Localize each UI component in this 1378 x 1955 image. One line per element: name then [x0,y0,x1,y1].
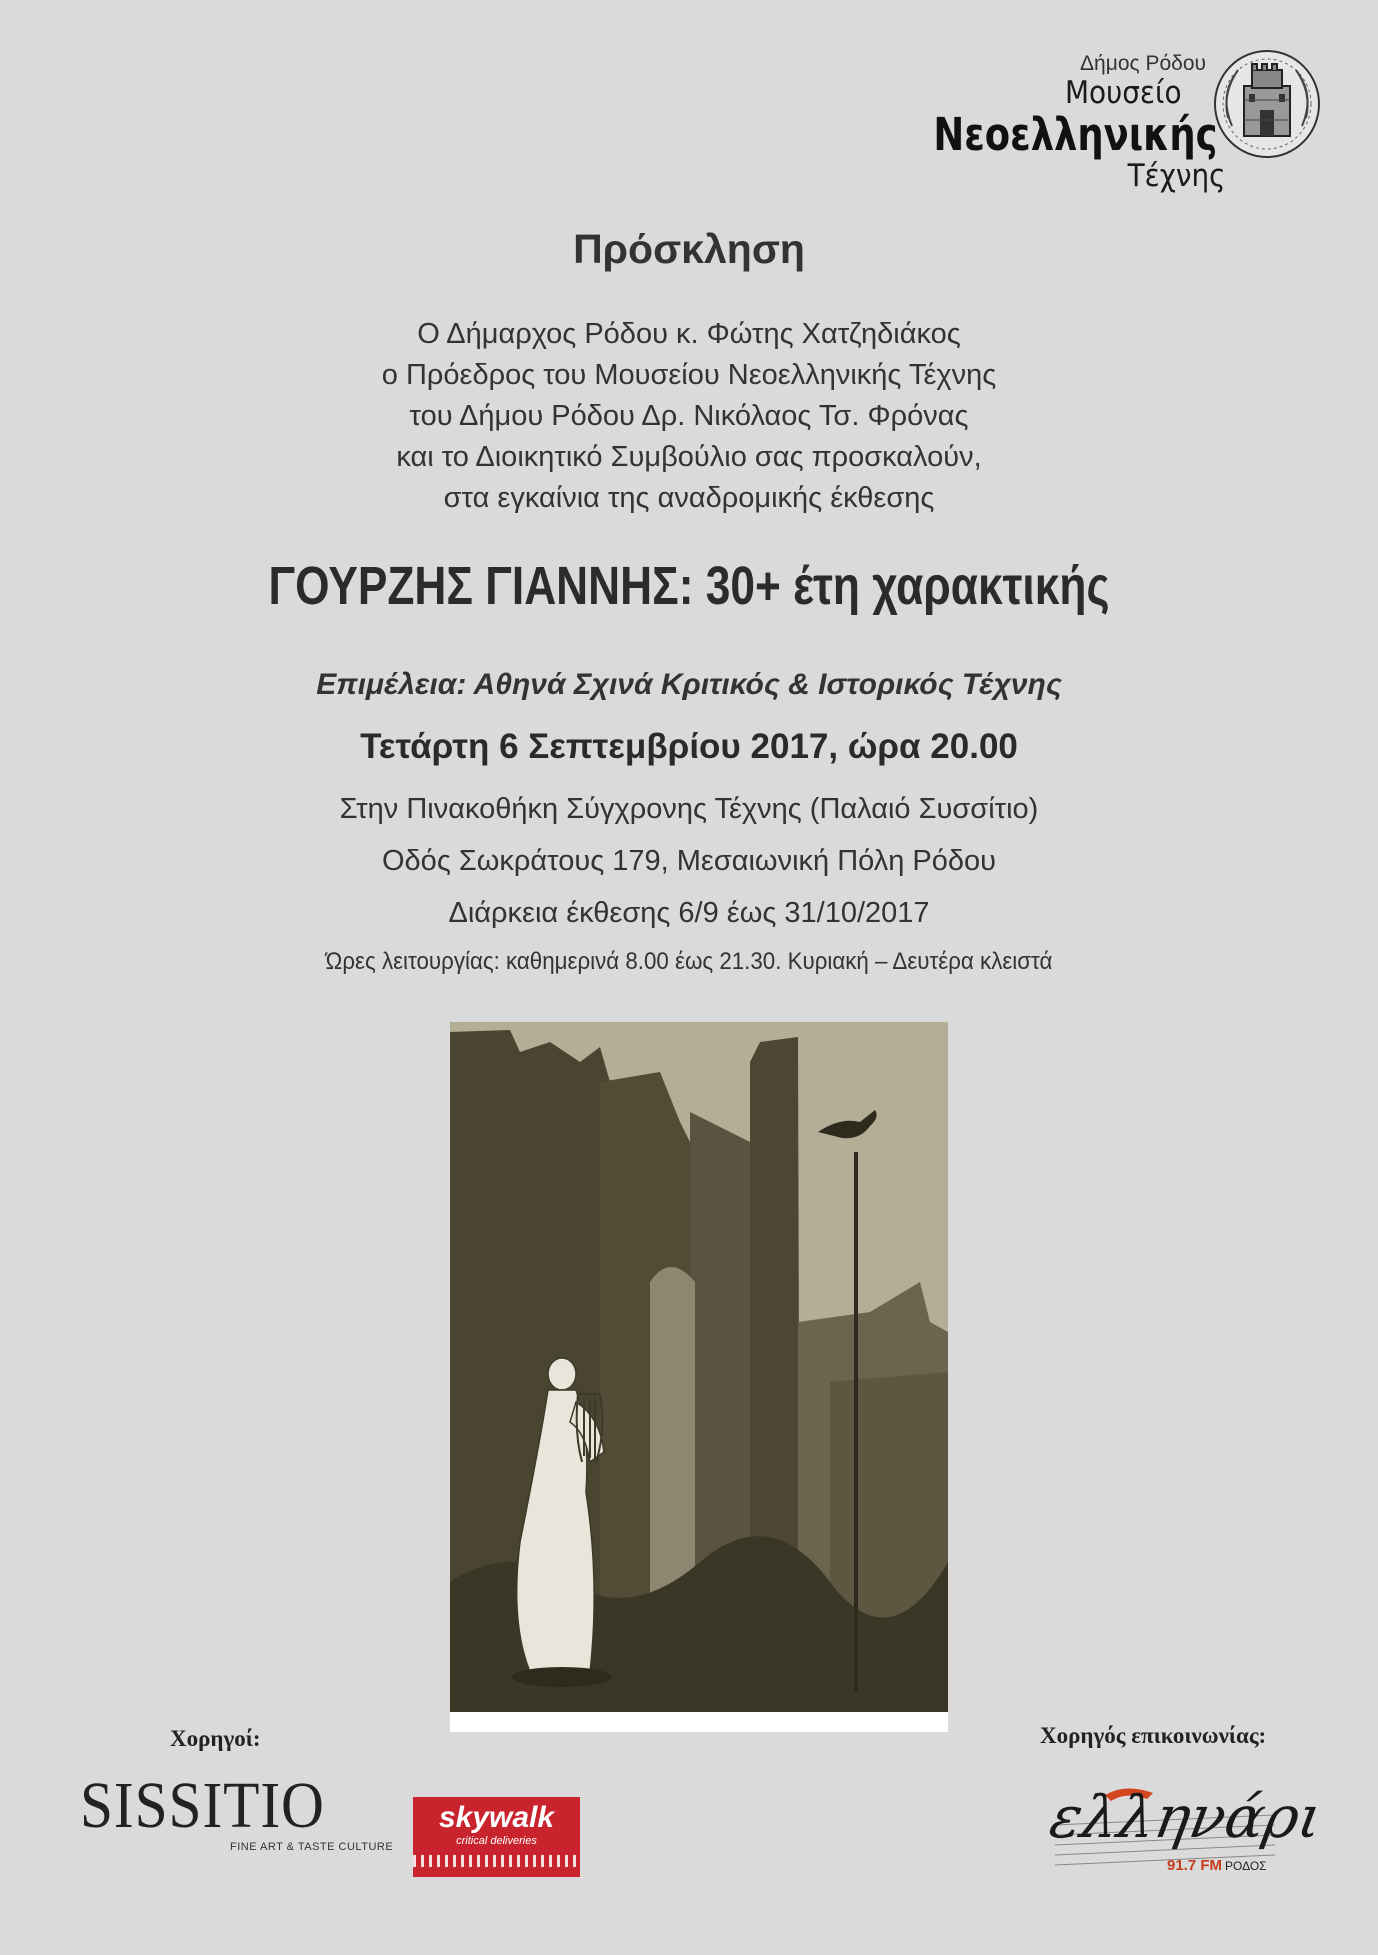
invitation-heading: Πρόσκληση [573,226,805,272]
castle-seal-icon [1212,48,1322,160]
exhibition-title: ΓΟΥΡΖΗΣ ΓΙΑΝΝΗΣ: 30+ έτη χαρακτικής [268,556,1110,616]
sissitio-logo [80,1769,394,1853]
intro-text [0,314,1378,519]
intro-line: και το Διοικητικό Συμβούλιο σας προσκαλούν, [396,441,982,473]
radio-frequency: 91.7 FM [1167,1857,1223,1874]
intro-line: Ο Δήμαρχος Ρόδου κ. Φώτης Χατζηδιάκος [417,318,961,350]
sissitio-tagline: FINE ART & TASTE CULTURE [230,1841,394,1853]
sponsors-label: Χορηγοί: [170,1726,261,1751]
museum-logo [871,52,1226,194]
media-sponsor-label: Χορηγός επικοινωνίας: [1040,1723,1267,1748]
venue-info [0,783,1378,939]
venue-line: Οδός Σωκράτους 179, Μεσαιωνική Πόλη Ρόδου [381,845,997,877]
curator-line: Επιμέλεια: Αθηνά Σχινά Κριτικός & Ιστορικός Τέχνης [316,668,1062,701]
logo-name-line2: Νεοελληνικής [933,108,1218,161]
engraving-artwork [450,1022,948,1732]
venue-line: Διάρκεια έκθεσης 6/9 έως 31/10/2017 [448,897,930,929]
event-datetime: Τετάρτη 6 Σεπτεμβρίου 2017, ώρα 20.00 [360,727,1018,766]
sissitio-wordmark: SISSITIO [80,1769,325,1842]
logo-name-line3: Τέχνης [1128,158,1226,194]
skywalk-logo [413,1797,580,1877]
opening-hours: Ώρες λειτουργίας: καθημερινά 8.00 έως 21.30. Κυριακή – Δευτέρα κλειστά [325,948,1053,975]
skywalk-tagline: critical deliveries [456,1835,537,1847]
radio-script-wordmark: ελληνάρι [1045,1783,1328,1851]
logo-municipality: Δήμος Ρόδου [1080,52,1206,75]
radio-city: ΡΟΔΟΣ [1225,1859,1267,1873]
radio-logo [1035,1775,1328,1915]
skywalk-pattern [413,1855,580,1867]
intro-line: του Δήμου Ρόδου Δρ. Νικόλαος Τσ. Φρόνας [409,400,969,432]
venue-line: Στην Πινακοθήκη Σύγχρονης Τέχνης (Παλαιό Συσσίτιο) [339,793,1039,825]
skywalk-wordmark: skywalk [438,1801,555,1834]
logo-name-line1: Μουσείο [1065,75,1182,111]
intro-line: ο Πρόεδρος του Μουσείου Νεοελληνικής Τέχνης [381,359,997,391]
intro-line: στα εγκαίνια της αναδρομικής έκθεσης [443,482,935,514]
